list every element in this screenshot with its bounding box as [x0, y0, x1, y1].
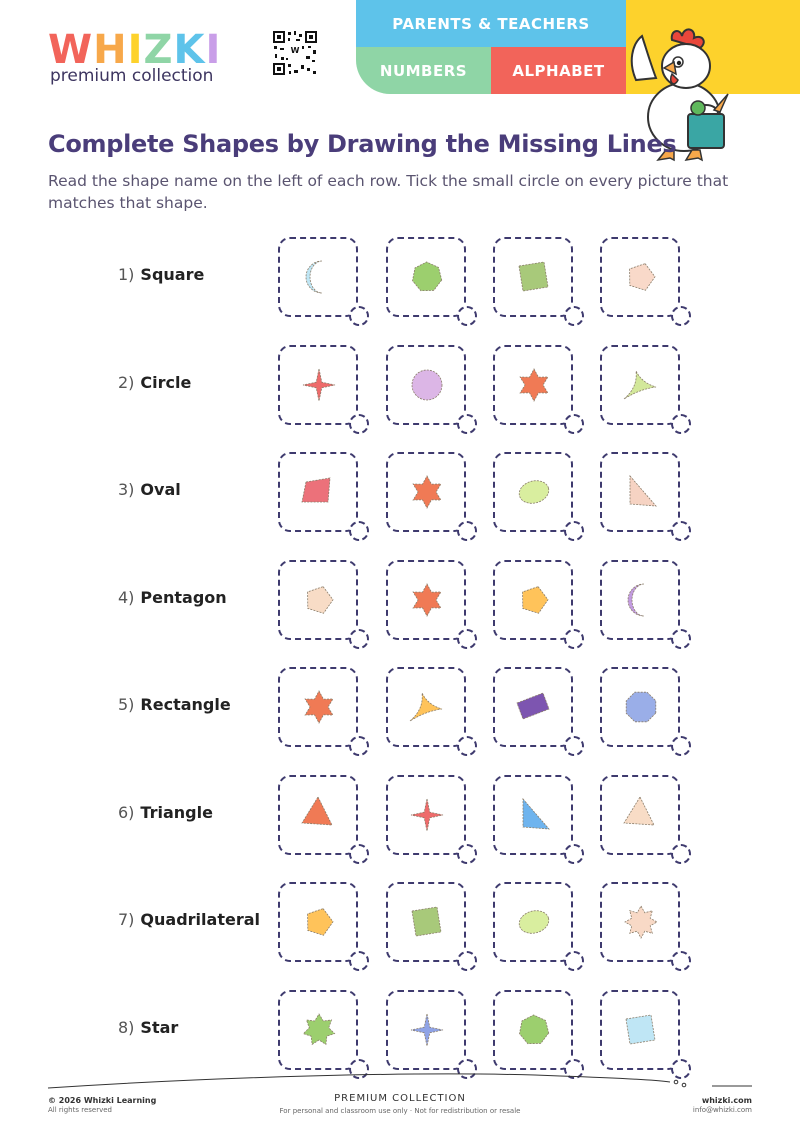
octagon-shape-icon	[602, 669, 677, 744]
row-label	[118, 1018, 178, 1037]
tick-circle-checkbox[interactable]	[349, 951, 369, 971]
shape-card	[386, 345, 466, 425]
tick-circle-checkbox[interactable]	[349, 844, 369, 864]
row-label	[118, 373, 191, 392]
shape-card	[386, 882, 466, 962]
shape-card	[600, 345, 680, 425]
tick-circle-checkbox[interactable]	[457, 951, 477, 971]
shape-card	[386, 237, 466, 317]
shape-card	[278, 882, 358, 962]
pentagon-shape-icon	[280, 884, 355, 959]
tick-circle-checkbox[interactable]	[349, 736, 369, 756]
threepoint-shape-icon	[602, 347, 677, 422]
row-shape-name: Triangle	[140, 802, 213, 822]
brand-logo-letter: I	[205, 27, 222, 73]
row-label	[118, 265, 204, 284]
row-number: 1)	[118, 265, 135, 284]
tick-circle-checkbox[interactable]	[457, 521, 477, 541]
crescent-shape-icon	[602, 562, 677, 637]
shape-card	[493, 237, 573, 317]
brand-logo-letter: H	[93, 27, 128, 73]
row-number: 3)	[118, 480, 135, 499]
tick-circle-checkbox[interactable]	[564, 629, 584, 649]
page-title: Complete Shapes by Drawing the Missing Lines	[48, 130, 677, 158]
tick-circle-checkbox[interactable]	[349, 521, 369, 541]
shape-card	[278, 345, 358, 425]
tick-circle-checkbox[interactable]	[671, 306, 691, 326]
row-shape-name: Pentagon	[140, 587, 227, 607]
row-number: 7)	[118, 910, 135, 929]
triangle-shape-icon	[280, 777, 355, 852]
tick-circle-checkbox[interactable]	[564, 951, 584, 971]
tick-circle-checkbox[interactable]	[564, 306, 584, 326]
tick-circle-checkbox[interactable]	[457, 414, 477, 434]
tick-circle-checkbox[interactable]	[564, 414, 584, 434]
parallelogram-shape-icon	[280, 454, 355, 529]
brand-logo-letter: Z	[143, 27, 174, 73]
shape-card	[386, 667, 466, 747]
row-number: 2)	[118, 372, 135, 392]
square-shape-icon	[602, 992, 677, 1067]
row-number: 8)	[118, 1017, 135, 1037]
shape-card	[278, 560, 358, 640]
brand-logo-letter: W	[48, 27, 94, 73]
tick-circle-checkbox[interactable]	[349, 414, 369, 434]
row-shape-name: Rectangle	[140, 695, 231, 714]
shape-card	[278, 667, 358, 747]
star6-shape-icon	[388, 562, 463, 637]
shape-card	[493, 775, 573, 855]
heptagon-shape-icon	[495, 992, 570, 1067]
shape-card	[600, 882, 680, 962]
footer-rights: All rights reserved	[48, 1106, 112, 1114]
row-label	[118, 695, 231, 714]
row-shape-name: Square	[140, 265, 205, 284]
footer-collection-title: PREMIUM COLLECTION	[334, 1093, 466, 1104]
tick-circle-checkbox[interactable]	[564, 521, 584, 541]
star6-shape-icon	[388, 454, 463, 529]
tick-circle-checkbox[interactable]	[564, 736, 584, 756]
row-label	[118, 803, 213, 822]
pentagon-shape-icon	[280, 562, 355, 637]
brand-logo-letter: K	[173, 27, 206, 73]
tick-circle-checkbox[interactable]	[349, 629, 369, 649]
oval-shape-icon	[495, 884, 570, 959]
threepoint-shape-icon	[388, 669, 463, 744]
tick-circle-checkbox[interactable]	[671, 629, 691, 649]
righttri-shape-icon	[495, 777, 570, 852]
nav-alphabet[interactable]: ALPHABET	[491, 47, 626, 94]
tick-circle-checkbox[interactable]	[457, 629, 477, 649]
shape-card	[493, 990, 573, 1070]
tick-circle-checkbox[interactable]	[671, 844, 691, 864]
footer-copyright: © 2026 Whizki Learning	[48, 1096, 157, 1105]
tick-circle-checkbox[interactable]	[671, 521, 691, 541]
star6-shape-icon	[495, 347, 570, 422]
shape-card	[386, 560, 466, 640]
tick-circle-checkbox[interactable]	[671, 951, 691, 971]
shape-card	[278, 775, 358, 855]
tick-circle-checkbox[interactable]	[564, 844, 584, 864]
row-shape-name: Quadrilateral	[140, 910, 260, 929]
shape-card	[386, 775, 466, 855]
row-number: 4)	[118, 587, 135, 607]
row-label	[118, 910, 260, 929]
shape-card	[278, 990, 358, 1070]
row-label	[118, 588, 227, 607]
brand-logo-letter: I	[127, 27, 144, 73]
tick-circle-checkbox[interactable]	[671, 736, 691, 756]
shape-card	[600, 775, 680, 855]
shape-card	[493, 345, 573, 425]
shape-card	[493, 882, 573, 962]
row-number: 6)	[118, 802, 135, 822]
tick-circle-checkbox[interactable]	[457, 306, 477, 326]
righttri-shape-icon	[602, 454, 677, 529]
row-shape-name: Star	[140, 1017, 179, 1037]
shape-card	[386, 452, 466, 532]
brand-tagline: premium collection	[50, 66, 214, 86]
row-shape-name: Circle	[140, 372, 192, 392]
shape-card	[600, 560, 680, 640]
qr-logo-mark: W	[290, 46, 300, 55]
footer-email-link[interactable]: info@whizki.com	[692, 1106, 752, 1114]
triangle-shape-icon	[602, 777, 677, 852]
tick-circle-checkbox[interactable]	[457, 844, 477, 864]
star4-shape-icon	[388, 992, 463, 1067]
shape-card	[600, 452, 680, 532]
row-label	[118, 480, 181, 499]
star4-shape-icon	[388, 777, 463, 852]
row-number: 5)	[118, 695, 135, 714]
star7-shape-icon	[280, 992, 355, 1067]
tick-circle-checkbox[interactable]	[457, 736, 477, 756]
nav-parents-teachers[interactable]: PARENTS & TEACHERS	[356, 0, 626, 47]
shape-card	[386, 990, 466, 1070]
crescent-shape-icon	[280, 239, 355, 314]
shape-card	[493, 560, 573, 640]
nav-numbers[interactable]: NUMBERS	[356, 47, 491, 94]
square-shape-icon	[495, 239, 570, 314]
footer-website-link[interactable]: whizki.com	[701, 1096, 752, 1105]
tick-circle-checkbox[interactable]	[349, 306, 369, 326]
brand-logo[interactable]	[48, 27, 222, 73]
footer-usage-note: For personal and classroom use only · Not for redistribution or resale	[279, 1107, 521, 1115]
shape-card	[278, 237, 358, 317]
instructions-text: Read the shape name on the left of each row. Tick the small circle on every picture that matches that shape.	[48, 172, 729, 212]
star4-shape-icon	[280, 347, 355, 422]
shape-card	[278, 452, 358, 532]
heptagon-shape-icon	[388, 239, 463, 314]
square-shape-icon	[388, 884, 463, 959]
shape-card	[600, 667, 680, 747]
rectangle-shape-icon	[495, 669, 570, 744]
tick-circle-checkbox[interactable]	[671, 414, 691, 434]
pentagon-shape-icon	[495, 562, 570, 637]
row-shape-name: Oval	[140, 480, 181, 499]
circle-shape-icon	[388, 347, 463, 422]
pentagon-shape-icon	[602, 239, 677, 314]
shape-card	[493, 667, 573, 747]
oval-shape-icon	[495, 454, 570, 529]
shape-card	[600, 990, 680, 1070]
star8-shape-icon	[602, 884, 677, 959]
star6-shape-icon	[280, 669, 355, 744]
shape-card	[600, 237, 680, 317]
shape-card	[493, 452, 573, 532]
